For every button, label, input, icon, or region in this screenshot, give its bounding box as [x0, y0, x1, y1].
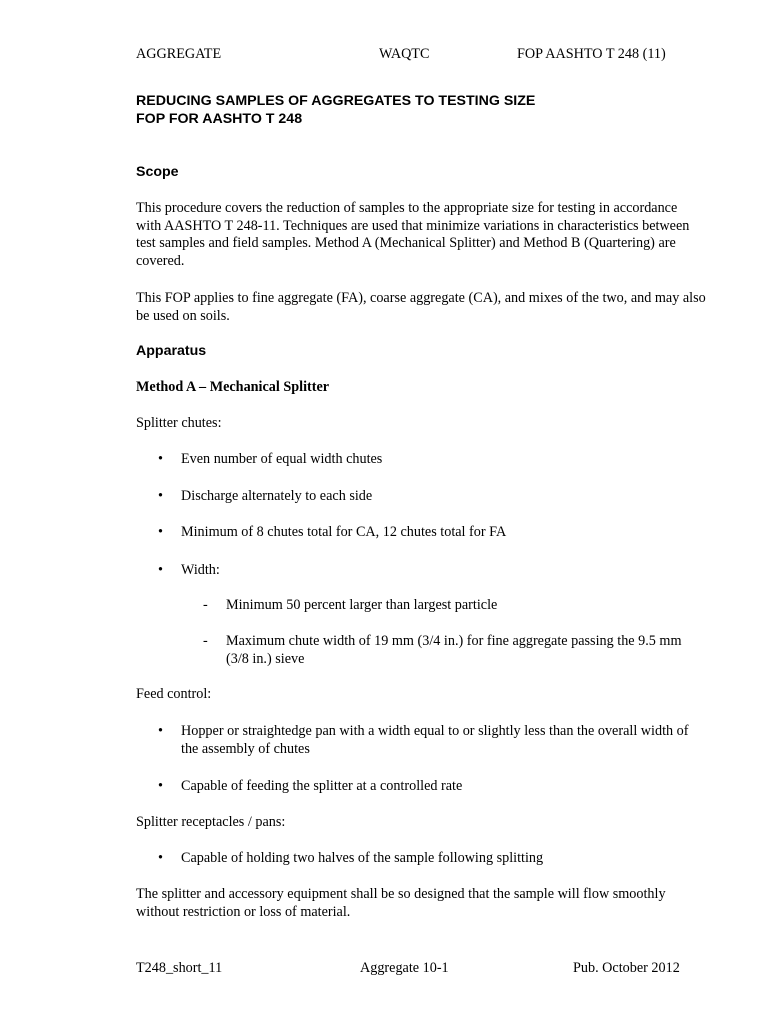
sub-list-item-text: Minimum 50 percent larger than largest particle: [226, 597, 498, 613]
title-line-2: FOP FOR AASHTO T 248: [136, 110, 303, 127]
list-item-text: Width:: [181, 562, 220, 578]
title-line-1: REDUCING SAMPLES OF AGGREGATES TO TESTING SIZE: [136, 93, 536, 109]
dash-glyph: -: [203, 597, 208, 613]
method-a-heading: Method A – Mechanical Splitter: [136, 379, 330, 395]
footer-right: Pub. October 2012: [573, 960, 680, 976]
list-item-text: Hopper or straightedge pan with a width equal to or slightly less than the overall width of the assembly of chutes: [181, 723, 689, 757]
bullet-glyph: •: [158, 562, 163, 578]
list-item-text: Capable of feeding the splitter at a controlled rate: [181, 778, 463, 794]
bullet-glyph: •: [158, 778, 163, 794]
document-title: [136, 93, 535, 128]
header-left: AGGREGATE: [136, 46, 222, 62]
header-right: FOP AASHTO T 248 (11): [517, 46, 666, 62]
feed-control-label: Feed control:: [136, 686, 212, 702]
list-item-text: Capable of holding two halves of the sample following splitting: [181, 850, 544, 866]
list-item-text: Even number of equal width chutes: [181, 451, 383, 467]
scope-paragraph-2: This FOP applies to fine aggregate (FA), coarse aggregate (CA), and mixes of the two, and may also be used on soils.: [136, 290, 706, 324]
scope-heading: Scope: [136, 164, 179, 180]
scope-paragraph-1: This procedure covers the reduction of samples to the appropriate size for testing in accordance with AASHTO T 248-11. Techniques are used that minimize variations in characteristics between test samples and field samples. Method A (Mechanical Splitter) and Method B (Quartering) are covered.: [136, 200, 690, 269]
bullet-glyph: •: [158, 850, 163, 866]
bullet-glyph: •: [158, 451, 163, 467]
sub-list-item-text: Maximum chute width of 19 mm (3/4 in.) for fine aggregate passing the 9.5 mm (3/8 in.) sieve: [226, 633, 682, 667]
list-item-text: Discharge alternately to each side: [181, 488, 373, 504]
apparatus-heading: Apparatus: [136, 343, 207, 359]
splitter-receptacles-label: Splitter receptacles / pans:: [136, 814, 286, 830]
closing-paragraph: The splitter and accessory equipment shall be so designed that the sample will flow smoothly without restriction or loss of material.: [136, 886, 666, 920]
list-item-text: Minimum of 8 chutes total for CA, 12 chutes total for FA: [181, 524, 507, 540]
dash-glyph: -: [203, 633, 208, 649]
footer-left: T248_short_11: [136, 960, 223, 976]
bullet-glyph: •: [158, 524, 163, 540]
bullet-glyph: •: [158, 723, 163, 739]
header-center: WAQTC: [379, 46, 430, 62]
splitter-chutes-label: Splitter chutes:: [136, 415, 222, 431]
bullet-glyph: •: [158, 488, 163, 504]
footer-center: Aggregate 10-1: [360, 960, 449, 976]
